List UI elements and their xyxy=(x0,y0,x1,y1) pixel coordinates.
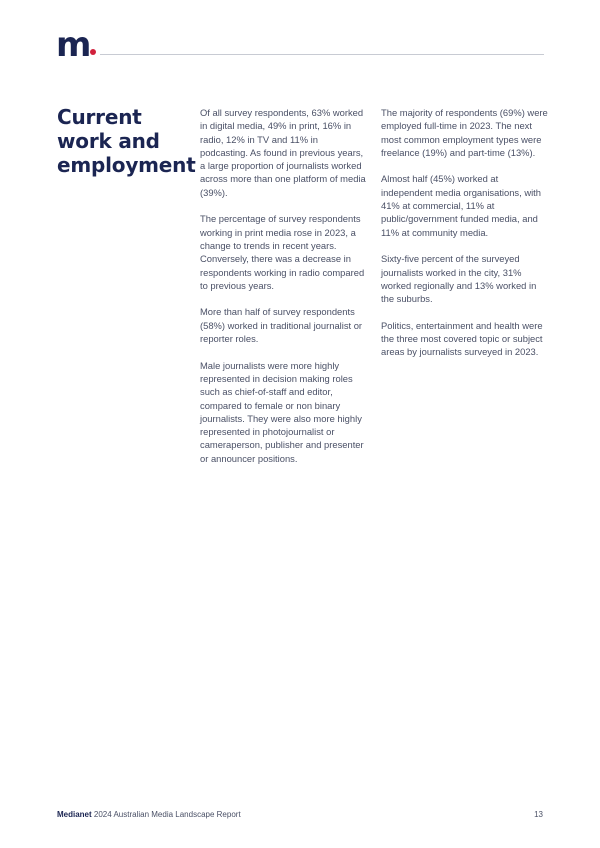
page-number: 13 xyxy=(534,810,543,819)
paragraph: The percentage of survey respondents working in print media rose in 2023, a change to trends in recent years. Conversely, there was a decrease in respondents working in radio compared to previous years. xyxy=(200,213,365,291)
medianet-logo xyxy=(56,25,91,65)
paragraph: More than half of survey respondents (58%) worked in traditional journalist or reporter roles. xyxy=(200,306,363,345)
header-divider xyxy=(100,54,544,55)
footer-brand: Medianet xyxy=(57,810,92,819)
paragraph: The majority of respondents (69%) were employed full-time in 2023. The next most common employment types were freelance (19%) and part-time (13%). xyxy=(381,107,548,158)
paragraph: Of all survey respondents, 63% worked in digital media, 49% in print, 16% in radio, 12% in TV and 11% in podcasting. As found in previous years, a large proportion of journalists worked across more than one platform of media (39%). xyxy=(200,107,366,198)
section-title xyxy=(57,105,197,177)
logo-letter: m xyxy=(56,25,91,65)
page-footer xyxy=(57,810,543,819)
section-title-line: employment xyxy=(57,153,196,177)
section-title-line: Current xyxy=(57,105,142,129)
paragraph: Politics, entertainment and health were the three most covered topic or subject areas by journalists surveyed in 2023. xyxy=(381,319,543,358)
text-column-right xyxy=(381,106,549,372)
text-column-left xyxy=(200,106,368,478)
footer-report-title: 2024 Australian Media Landscape Report xyxy=(91,810,241,819)
paragraph: Sixty-five percent of the surveyed journalists worked in the city, 31% worked regionally and 13% worked in the suburbs. xyxy=(381,253,537,305)
logo-dot xyxy=(90,49,96,55)
section-title-line: work and xyxy=(57,129,160,153)
paragraph: Almost half (45%) worked at independent media organisations, with 41% at commercial, 11% at public/government funded media, and 11% at community media. xyxy=(381,173,542,238)
paragraph: Male journalists were more highly represented in decision making roles such as chief-of-staff and editor, compared to female or non binary journalists. They were also more highly represented in photojournalist or cameraperson, publisher and presenter or announcer positions. xyxy=(200,359,364,464)
